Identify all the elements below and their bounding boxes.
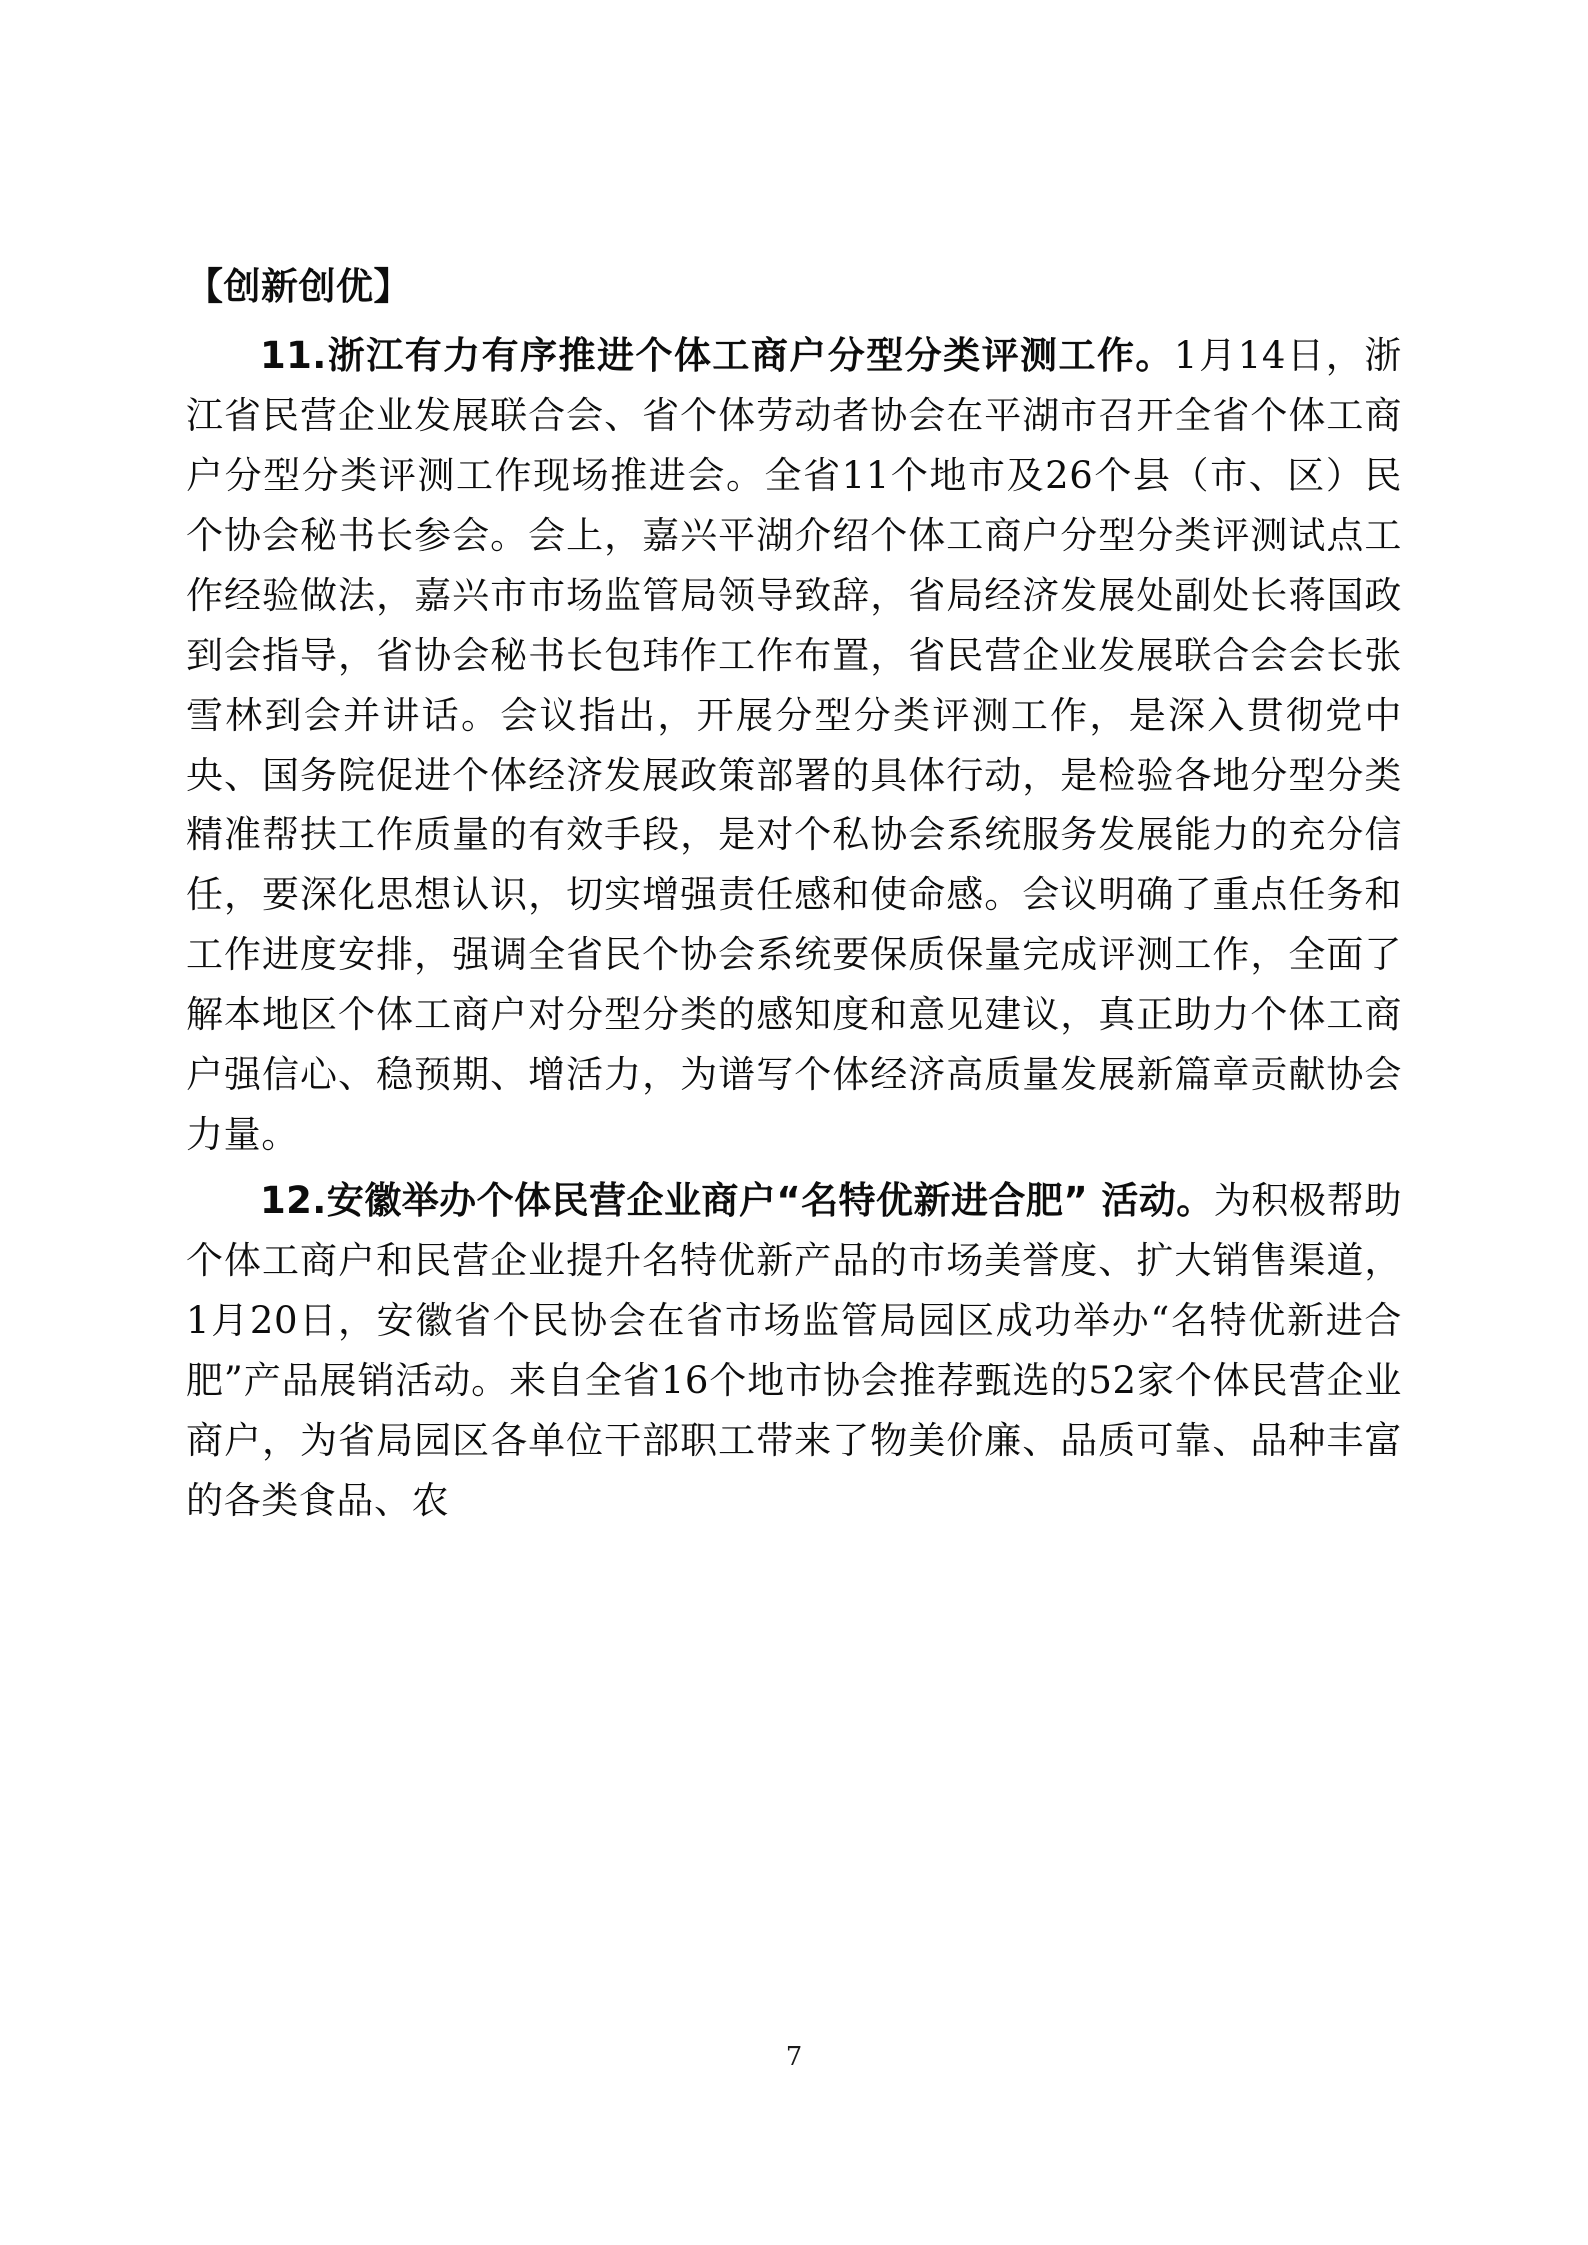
paragraph-item-11 <box>186 326 1402 1165</box>
section-heading: 【创新创优】 <box>186 265 411 308</box>
paragraph-item-12 <box>186 1171 1402 1531</box>
paragraph-body-11: 1月14日，浙江省民营企业发展联合会、省个体劳动者协会在平湖市召开全省个体工商户分型分类评测工作现场推进会。全省11个地市及26个县（市、区）民个协会秘书长参会。会上，嘉兴平湖介绍个体工商户分型分类评测试点工作经验做法，嘉兴市市场监管局领导致辞，省局经济发展处副处长蒋国政到会指导，省协会秘书长包玮作工作布置，省民营企业发展联合会会长张雪林到会并讲话。会议指出，开展分型分类评测工作，是深入贯彻党中央、国务院促进个体经济发展政策部署的具体行动，是检验各地分型分类精准帮扶工作质量的有效手段，是对个私协会系统服务发展能力的充分信任，要深化思想认识，切实增强责任感和使命感。会议明确了重点任务和工作进度安排，强调全省民个协会系统要保质保量完成评测工作，全面了解本地区个体工商户对分型分类的感知度和意见建议，真正助力个体工商户强信心、稳预期、增活力，为谱写个体经济高质量发展新篇章贡献协会力量。 <box>186 333 1403 1157</box>
paragraph-lead-11: 11.浙江有力有序推进个体工商户分型分类评测工作。 <box>260 333 1174 377</box>
paragraph-body-12: 为积极帮助个体工商户和民营企业提升名特优新产品的市场美誉度、扩大销售渠道，1月20日，安徽省个民协会在省市场监管局园区成功举办“名特优新进合肥”产品展销活动。来自全省16个地市协会推荐甄选的52家个体民营企业商户，为省局园区各单位干部职工带来了物美价廉、品质可靠、品种丰富的各类食品、农 <box>186 1179 1403 1522</box>
page-number: 7 <box>785 2042 803 2072</box>
document-body <box>186 262 1402 1537</box>
paragraph-lead-12: 12.安徽举办个体民营企业商户“名特优新进合肥” 活动。 <box>260 1179 1214 1223</box>
